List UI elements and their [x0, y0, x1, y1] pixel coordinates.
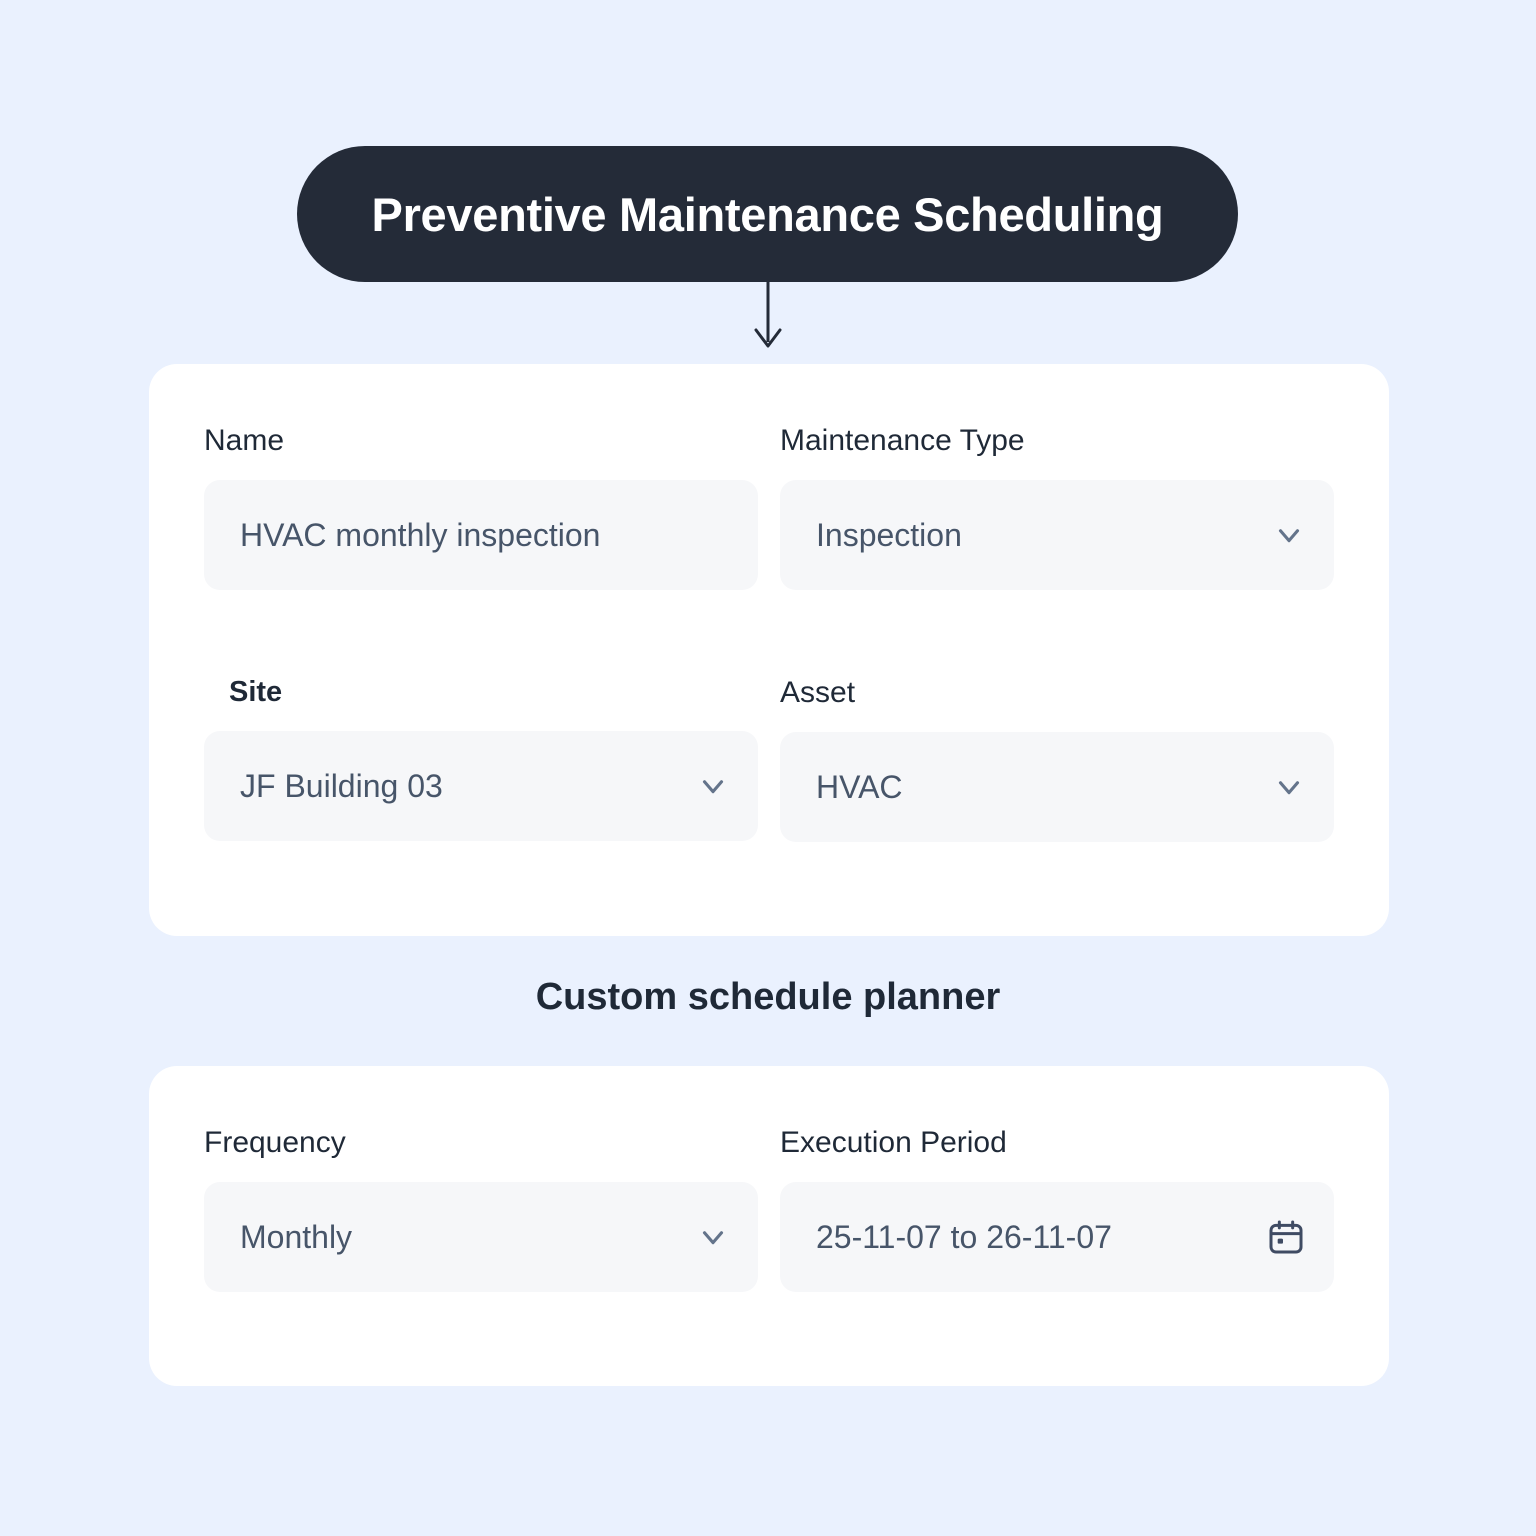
- field-name: [204, 424, 758, 590]
- frequency-value: Monthly: [240, 1218, 353, 1255]
- details-row-1: [204, 424, 1334, 590]
- asset-value: HVAC: [816, 768, 903, 805]
- arrow-down-icon: [736, 280, 800, 360]
- field-site: [204, 676, 758, 842]
- name-input[interactable]: [204, 480, 758, 590]
- field-label-frequency: Frequency: [204, 1126, 346, 1159]
- chevron-down-icon[interactable]: [696, 1220, 730, 1254]
- name-input-value: HVAC monthly inspection: [240, 516, 601, 553]
- field-label-maintenance-type: Maintenance Type: [780, 424, 1025, 457]
- asset-select[interactable]: [780, 732, 1334, 842]
- field-maintenance-type: [780, 424, 1334, 590]
- field-label-site: Site: [229, 676, 283, 708]
- frequency-select[interactable]: [204, 1182, 758, 1292]
- field-execution-period: [780, 1126, 1334, 1292]
- field-label-name: Name: [204, 424, 285, 457]
- field-label-execution-period: Execution Period: [780, 1126, 1007, 1159]
- page-title: Preventive Maintenance Scheduling: [371, 187, 1164, 241]
- chevron-down-icon[interactable]: [696, 769, 730, 803]
- chevron-down-icon[interactable]: [1272, 518, 1306, 552]
- page-title-pill: [297, 146, 1238, 282]
- maintenance-type-select[interactable]: [780, 480, 1334, 590]
- planner-row: [204, 1126, 1334, 1292]
- site-value: JF Building 03: [240, 767, 443, 804]
- planner-heading: Custom schedule planner: [535, 976, 1001, 1018]
- details-row-2: [204, 676, 1334, 842]
- field-frequency: [204, 1126, 758, 1292]
- calendar-icon[interactable]: [1266, 1217, 1306, 1257]
- field-asset: [780, 676, 1334, 842]
- chevron-down-icon[interactable]: [1272, 770, 1306, 804]
- field-label-asset: Asset: [780, 676, 856, 709]
- execution-period-daterange[interactable]: [780, 1182, 1334, 1292]
- execution-period-value: 25-11-07 to 26-11-07: [816, 1218, 1112, 1255]
- maintenance-type-value: Inspection: [816, 516, 962, 553]
- site-select[interactable]: [204, 731, 758, 841]
